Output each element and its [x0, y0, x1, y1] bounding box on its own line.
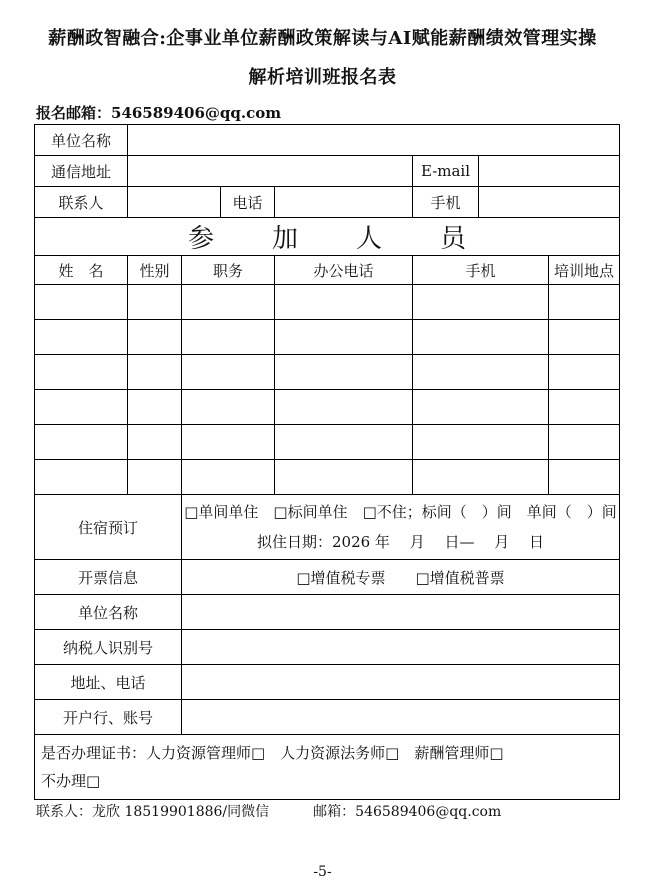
- invoice-type-options[interactable]: □增值税专票 □增值税普票: [182, 560, 620, 595]
- col-name: 姓 名: [35, 256, 128, 285]
- participant-name-cell[interactable]: [35, 285, 128, 320]
- participant-name-cell[interactable]: [35, 355, 128, 390]
- participant-position-cell[interactable]: [182, 390, 275, 425]
- participant-position-cell[interactable]: [182, 285, 275, 320]
- participant-name-cell[interactable]: [35, 425, 128, 460]
- participant-row: [35, 285, 620, 320]
- lodging-label: 住宿预订: [35, 495, 182, 560]
- participant-location-cell[interactable]: [549, 390, 620, 425]
- footer-email: 邮箱：546589406@qq.com: [313, 804, 502, 820]
- certificate-line2[interactable]: 不办理□: [41, 772, 101, 790]
- participant-row: [35, 320, 620, 355]
- address-label: 通信地址: [35, 156, 128, 187]
- participants-header: 参加人员: [35, 218, 620, 256]
- participant-mobile-cell[interactable]: [413, 460, 549, 495]
- invoice-unit-name-field[interactable]: [182, 595, 620, 630]
- unit-name-label: 单位名称: [35, 125, 128, 156]
- participant-gender-cell[interactable]: [128, 425, 182, 460]
- email-field[interactable]: [479, 156, 620, 187]
- col-position: 职务: [182, 256, 275, 285]
- participant-mobile-cell[interactable]: [413, 390, 549, 425]
- participant-location-cell[interactable]: [549, 460, 620, 495]
- participant-mobile-cell[interactable]: [413, 320, 549, 355]
- participant-location-cell[interactable]: [549, 425, 620, 460]
- participant-row: [35, 355, 620, 390]
- participant-gender-cell[interactable]: [128, 390, 182, 425]
- form-title-line1: 薪酬政智融合:企事业单位薪酬政策解读与AI赋能薪酬绩效管理实操: [48, 28, 597, 49]
- col-training-location: 培训地点: [549, 256, 620, 285]
- form-title-line2: 解析培训班报名表: [248, 67, 397, 88]
- participant-gender-cell[interactable]: [128, 320, 182, 355]
- mobile-field[interactable]: [479, 187, 620, 218]
- participant-position-cell[interactable]: [182, 425, 275, 460]
- participant-gender-cell[interactable]: [128, 460, 182, 495]
- lodging-room-options[interactable]: □单间单住 □标间单住 □不住；标间（ ）间 单间（ ）间: [184, 503, 617, 521]
- participant-name-cell[interactable]: [35, 320, 128, 355]
- participant-position-cell[interactable]: [182, 460, 275, 495]
- participant-office-phone-cell[interactable]: [275, 320, 413, 355]
- page-number: -5-: [313, 864, 332, 880]
- lodging-options[interactable]: [182, 495, 620, 560]
- tax-id-field[interactable]: [182, 630, 620, 665]
- participant-location-cell[interactable]: [549, 285, 620, 320]
- invoice-address-phone-label: 地址、电话: [35, 665, 182, 700]
- certificate-options[interactable]: [35, 735, 620, 800]
- tax-id-label: 纳税人识别号: [35, 630, 182, 665]
- footer-contact: 联系人：龙欣 18519901886/同微信: [36, 804, 270, 820]
- participant-position-cell[interactable]: [182, 320, 275, 355]
- registration-form-table: [34, 124, 620, 800]
- participant-row: [35, 425, 620, 460]
- participant-mobile-cell[interactable]: [413, 355, 549, 390]
- participant-office-phone-cell[interactable]: [275, 285, 413, 320]
- participant-office-phone-cell[interactable]: [275, 460, 413, 495]
- participant-row: [35, 390, 620, 425]
- footer-contact-line: [36, 801, 501, 821]
- participant-row: [35, 460, 620, 495]
- phone-field[interactable]: [275, 187, 413, 218]
- participant-location-cell[interactable]: [549, 320, 620, 355]
- contact-field[interactable]: [128, 187, 221, 218]
- invoice-unit-name-label: 单位名称: [35, 595, 182, 630]
- invoice-address-phone-field[interactable]: [182, 665, 620, 700]
- participant-name-cell[interactable]: [35, 390, 128, 425]
- col-mobile: 手机: [413, 256, 549, 285]
- bank-account-field[interactable]: [182, 700, 620, 735]
- certificate-line1[interactable]: 是否办理证书：人力资源管理师□ 人力资源法务师□ 薪酬管理师□: [41, 744, 504, 762]
- col-office-phone: 办公电话: [275, 256, 413, 285]
- participant-office-phone-cell[interactable]: [275, 390, 413, 425]
- invoice-label: 开票信息: [35, 560, 182, 595]
- participant-office-phone-cell[interactable]: [275, 425, 413, 460]
- participant-location-cell[interactable]: [549, 355, 620, 390]
- address-field[interactable]: [128, 156, 413, 187]
- participant-gender-cell[interactable]: [128, 285, 182, 320]
- participant-gender-cell[interactable]: [128, 355, 182, 390]
- participant-position-cell[interactable]: [182, 355, 275, 390]
- unit-name-field[interactable]: [128, 125, 620, 156]
- registration-email: 报名邮箱：546589406@qq.com: [36, 104, 282, 122]
- email-label: E-mail: [413, 156, 479, 187]
- participant-mobile-cell[interactable]: [413, 425, 549, 460]
- col-gender: 性别: [128, 256, 182, 285]
- participant-office-phone-cell[interactable]: [275, 355, 413, 390]
- participant-name-cell[interactable]: [35, 460, 128, 495]
- lodging-dates[interactable]: 拟住日期：2026 年 月 日— 月 日: [256, 533, 545, 551]
- bank-account-label: 开户行、账号: [35, 700, 182, 735]
- contact-label: 联系人: [35, 187, 128, 218]
- phone-label: 电话: [221, 187, 275, 218]
- mobile-label: 手机: [413, 187, 479, 218]
- participant-mobile-cell[interactable]: [413, 285, 549, 320]
